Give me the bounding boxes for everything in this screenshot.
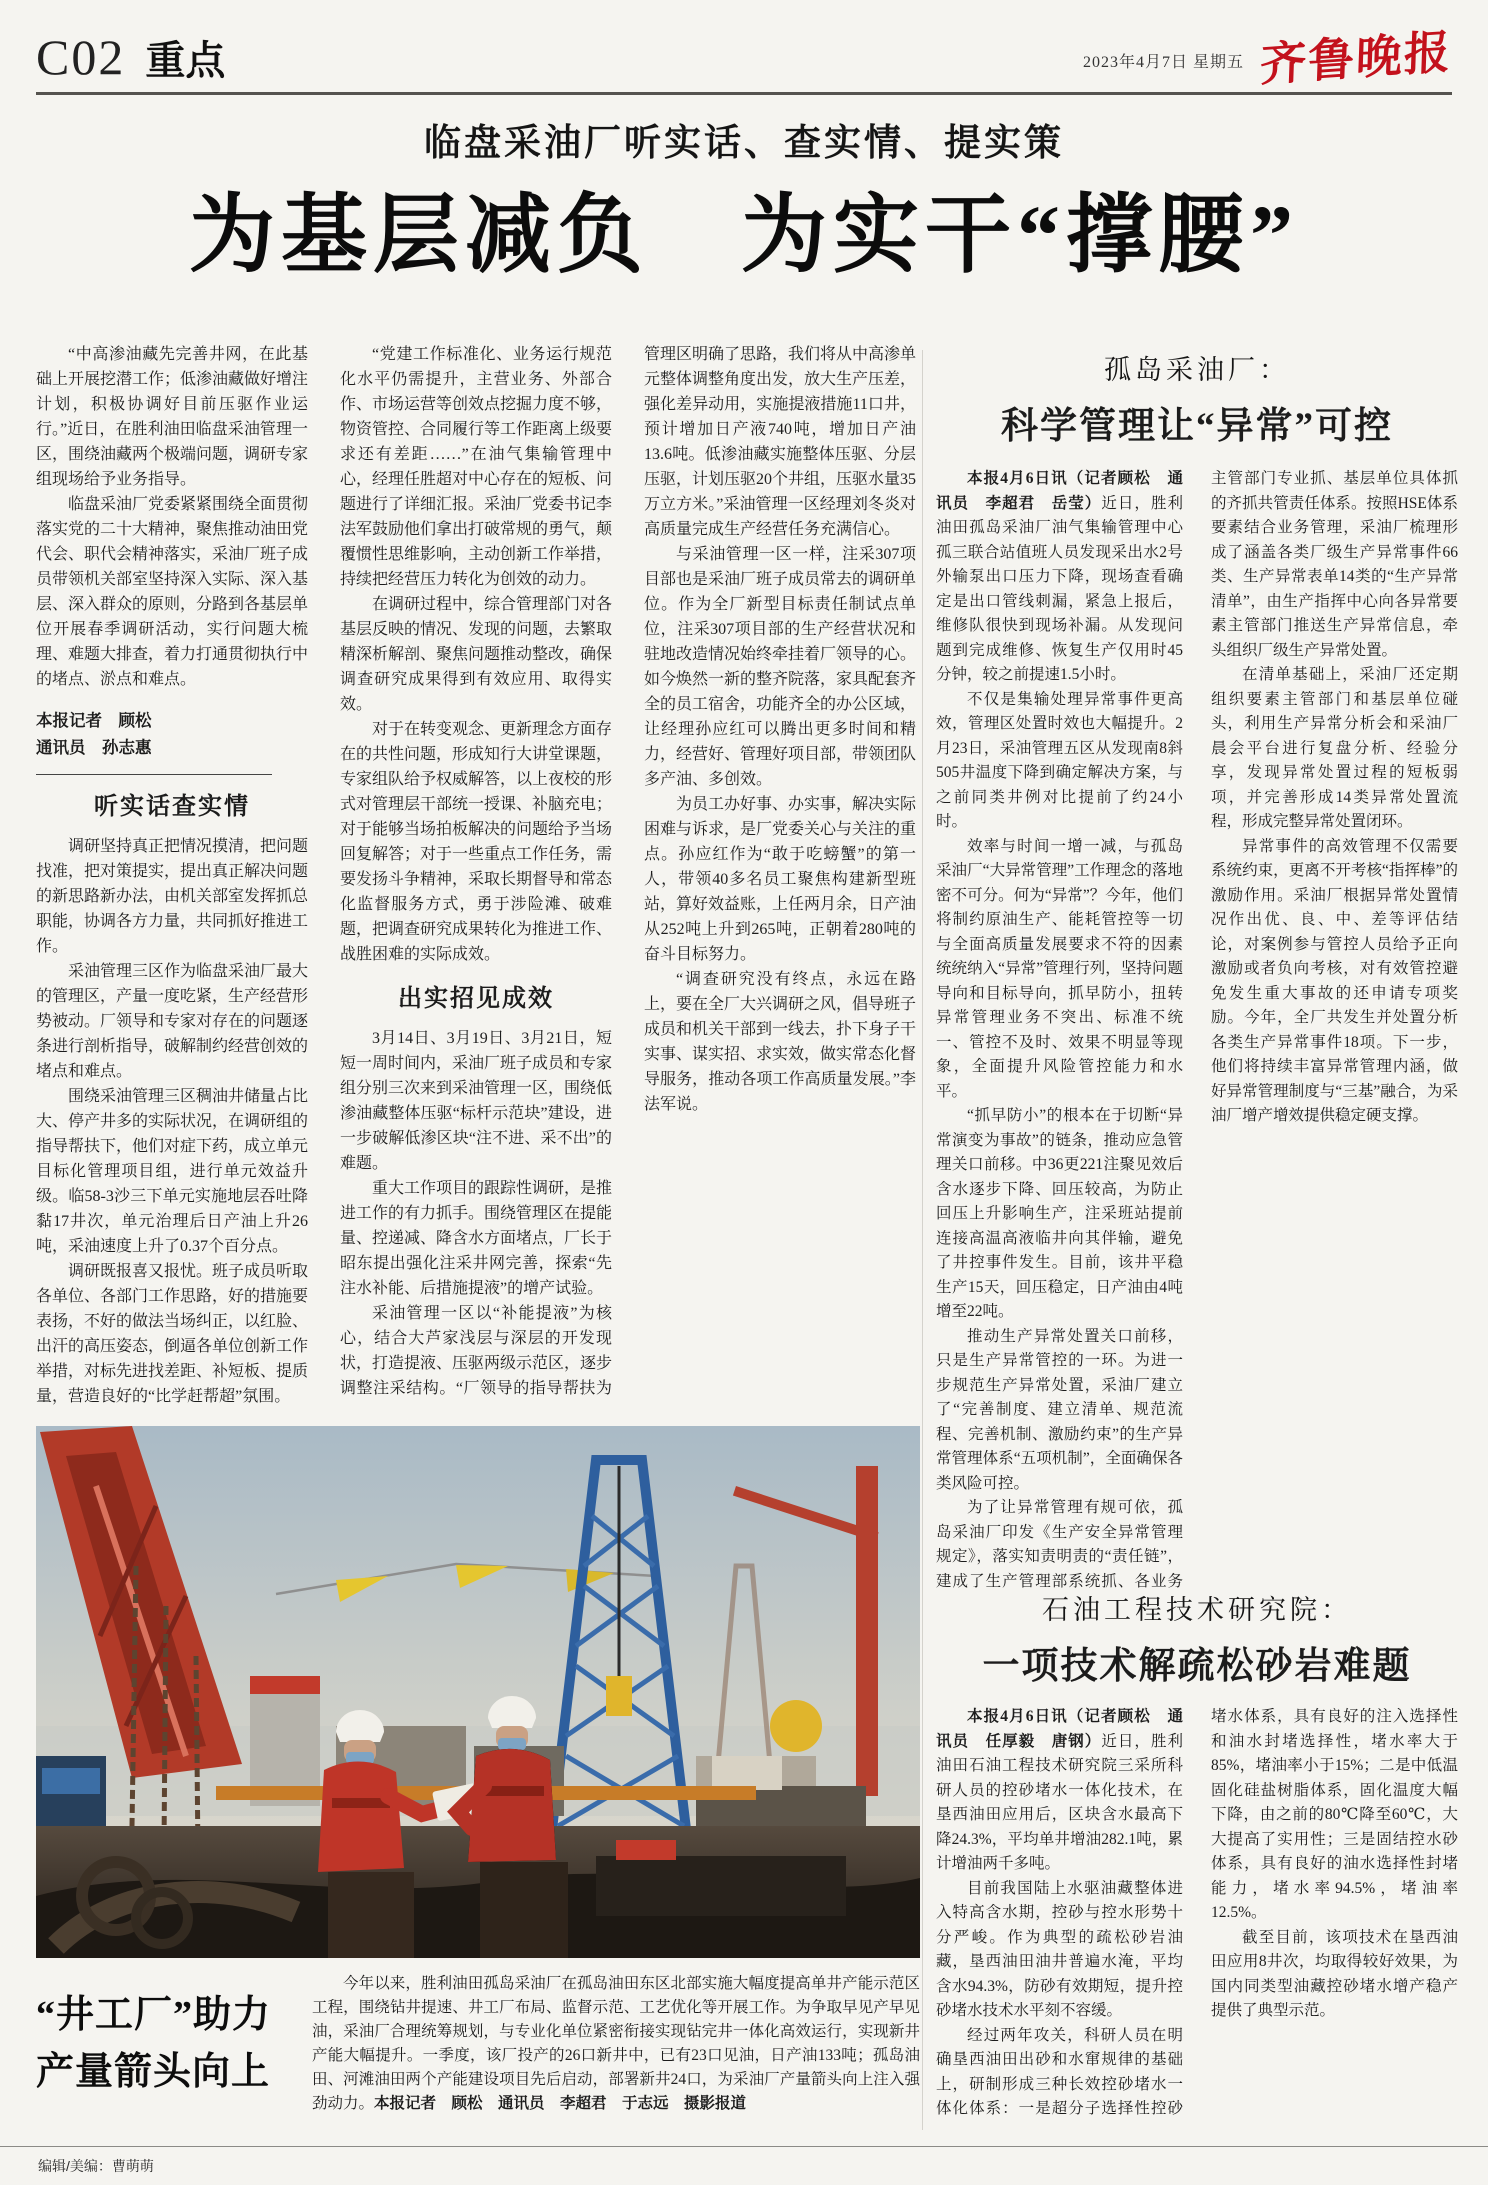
article-paragraph: 对于在转变观念、更新理念方面存在的共性问题，形成知行大讲堂课题，专家组队给予权威解答，以上夜校的形式对管理层干部统一授课、补脑充电；对于能够当场拍板解决的问题给予当场回复解答；对于一些重点工作任务，需要发扬斗争精神，采取长期督导和常态化监督服务方式，勇于涉险滩、破难题，把调查研究成果转化为推进工作、战胜困难的实际成效。 bbox=[340, 721, 613, 963]
section-label bbox=[36, 29, 226, 85]
article-paragraph: 为员工办好事、办实事，解决实际困难与诉求，是厂党委关心与关注的重点。孙应红作为“敢于吃螃蟹”的第一人，带领40多名员工聚焦构建新型班站，算好效益账，上任两月余，日产油从252吨上升到265吨，正朝着280吨的奋斗目标努力。 bbox=[644, 796, 916, 963]
region-divider bbox=[922, 350, 923, 2130]
photo-title-line1: “井工厂”助力 bbox=[36, 1994, 272, 2036]
masthead-logo: 齐鲁晚报 bbox=[1259, 26, 1453, 91]
dateline: 本报4月6日讯（记者顾松 通讯员 任厚毅 唐钢） bbox=[936, 1708, 1183, 1750]
tech-article bbox=[936, 1588, 1458, 2143]
photo-title-line2: 产量箭头向上 bbox=[36, 2051, 271, 2093]
byline-block bbox=[36, 708, 308, 760]
article-paragraph: 调研坚持真正把情况摸清，把问题找准，把对策提实，提出真正解决问题的新思路新办法，由机关部室发挥抓总职能，协调各方力量，共同抓好推进工作。 bbox=[36, 838, 309, 955]
article-body bbox=[936, 1705, 1458, 2143]
lead-kicker: 临盘采油厂听实话、查实情、提实策 bbox=[424, 123, 1064, 164]
section-name: 重点 bbox=[145, 39, 226, 83]
article-title: 科学管理让“异常”可控 bbox=[1001, 406, 1393, 447]
lead-article-flow bbox=[36, 342, 916, 1422]
subsection-heading: 出实招见成效 bbox=[398, 986, 554, 1012]
subsection-heading: 听实话查实情 bbox=[94, 794, 250, 820]
article-paragraph: 为了让异常管理有规可依，孤岛采油厂印发《生产安全异常管理规定》，落实知责明责的“责任链”，建成了生产管理部系统抓、各业务主管部门专业抓、基层单位具体抓的齐抓共管责任体系。按照HSE体系要素结合业务管理，采油厂梳理形成了涵盖各类厂级生产异常事件66类、生产异常表单14类的“生产异常清单”，由生产指挥中心向各异常要素主管部门推送生产异常信息，牵头组织厂级生产异常处置。 bbox=[936, 470, 1458, 1590]
article-paragraph: 3月14日、3月19日、3月21日，短短一周时间内，采油厂班子成员和专家组分别三次来到采油管理一区，围绕低渗油藏整体压驱“标杆示范块”建设，进一步破解低渗区块“注不进、采不出”的难题。 bbox=[340, 1030, 613, 1172]
photo-credit: 本报记者 顾松 通讯员 李超君 于志远 摄影报道 bbox=[374, 2095, 747, 2112]
article-paragraph: 本报4月6日讯（记者顾松 通讯员 李超君 岳莹）近日，胜利油田孤岛采油厂油气集输管理中心孤三联合站值班人员发现采出水2号外输泵出口压力下降，现场查看确定是出口管线刺漏，紧急上报后，维修队很快到现场补漏。从发现问题到完成维修、恢复生产仅用时45分钟，较之前提速1.5小时。 bbox=[936, 470, 1183, 683]
article-paragraph: 调研既报喜又报忧。班子成员听取各单位、各部门工作思路，好的措施要表扬，不好的做法当场纠正，以红脸、出汗的高压姿态，倒逼各单位创新工作举措，对标先进找差距、补短板、提质量，营造良好的“比学赶帮超”氛围。 bbox=[36, 1263, 309, 1405]
article-paragraph: 目前我国陆上水驱油藏整体进入特高含水期，控砂与控水形势十分严峻。作为典型的疏松砂岩油藏，垦西油田油井普遍水淹，平均含水94.3%，防砂有效期短，提升控砂堵水技术水平刻不容缓。 bbox=[936, 1879, 1183, 2019]
photo-caption-area bbox=[36, 1972, 920, 2116]
article-paragraph: 采油管理一区以“补能提液”为核心，结合大芦家浅层与深层的开发现状，打造提液、压驱两级示范区，逐步调整注采结构。“厂领导的指导帮扶为管理区明确了思路，我们将从中高渗单元整体调整角度出发，放大生产压差，强化差异动用，实施提液措施11口井，预计增加日产液740吨，增加日产油13.6吨。低渗油藏实施整体压驱、分层压驱，计划压驱20个井组，压驱水量35万立方米。”采油管理一区经理刘冬炎对高质量完成生产经营任务充满信心。 bbox=[340, 346, 916, 1397]
article-paragraph: 围绕采油管理三区稠油井储量占比大、停产井多的实际状况，在调研组的指导帮扶下，他们对症下药，成立单元目标化管理项目组，进行单元效益升级。临58-3沙三下单元实施地层吞吐降黏17井次，单元治理后日产油上升26吨，采油速度上升了0.37个百分点。 bbox=[36, 1088, 309, 1255]
lead-headline: 为基层减负 为实干“撑腰” bbox=[189, 187, 1299, 283]
article-paragraph: “中高渗油藏先完善井网，在此基础上开展挖潜工作；低渗油藏做好增注计划，积极协调好目前压驱作业运行。”近日，在胜利油田临盘采油管理一区，围绕油藏两个极端问题，调研专家组现场给予业务指导。 bbox=[36, 346, 309, 488]
article-paragraph: 经过两年攻关，科研人员在明确垦西油田出砂和水窜规律的基础上，研制形成三种长效控砂堵水一体化体系：一是超分子选择性控砂堵水体系，具有良好的注入选择性和油水封堵选择性，堵水率大于85%，堵油率小于15%；二是中低温固化硅盐树脂体系，固化温度大幅下降，由之前的80℃降至60℃，大大提高了实用性；三是固结控水砂体系，具有良好的油水选择性封堵能力，堵水率94.5%，堵油率12.5%。 bbox=[936, 1708, 1458, 2117]
article-paragraph: “党建工作标准化、业务运行规范化水平仍需提升，主营业务、外部合作、市场运营等创效点挖掘力度不够，物资管控、合同履行等工作距离上级要求还有差距……”在油气集输管理中心，经理任胜超对中心存在的短板、问题进行了详细汇报。采油厂党委书记李法军鼓励他们拿出打破常规的勇气，颠覆惯性思维影响，主动创新工作举措，持续把经营压力转化为创效的动力。 bbox=[340, 346, 613, 588]
byline-divider bbox=[36, 774, 272, 775]
article-paragraph: 效率与时间一增一减，与孤岛采油厂“大异常管理”工作理念的落地密不可分。何为“异常”？今年，他们将制约原油生产、能耗管控等一切与全面高质量发展要求不符的因素统统纳入“异常”管理行列，坚持问题导向和目标导向，抓早防小，扭转异常管理业务不突出、标准不统一、管控不及时、效果不明显等现象，全面提升风险管控能力和水平。 bbox=[936, 837, 1183, 1100]
article-paragraph: 不仅是集输处理异常事件更高效，管理区处置时效也大幅提升。2月23日，采油管理五区从发现南8斜505井温度下降到确定解决方案，与之前同类井例对比提前了约24小时。 bbox=[936, 690, 1183, 830]
news-photo bbox=[36, 1426, 920, 1958]
byline-reporter: 本报记者 顾松 bbox=[36, 711, 152, 730]
photo-caption: 今年以来，胜利油田孤岛采油厂在孤岛油田东区北部实施大幅度提高单井产能示范区工程，围绕钻井提速、井工厂布局、监督示范、工艺优化等开展工作。为争取早见产早见油，采油厂合理统筹规划，与专业化单位紧密衔接实现钻完井一体化高效运行，实现新井产能大幅提升。一季度，该厂投产的26口新井中，已有23口见油，日产油133吨；孤岛油田、河滩油田两个产能建设项目先后启动，部署新井24口，为采油厂产量箭头向上注入强劲动力。本报记者 顾松 通讯员 李超君 于志远 摄影报道 bbox=[312, 1975, 920, 2112]
page-header bbox=[36, 16, 1453, 91]
header-rule bbox=[36, 92, 1452, 95]
article-title: 一项技术解疏松砂岩难题 bbox=[982, 1646, 1412, 1687]
article-paragraph: 推动生产异常处置关口前移，只是生产异常管控的一环。为进一步规范生产异常处置，采油厂建立了“完善制度、建立清单、规范流程、完善机制、激励约束”的生产异常管理体系“五项机制”，全面确保各类风险可控。 bbox=[936, 1327, 1183, 1492]
island-article bbox=[936, 348, 1458, 1609]
lead-headline-block bbox=[36, 112, 1452, 283]
article-paragraph: 重大工作项目的跟踪性调研，是推进工作的有力抓手。围绕管理区在提能量、控递减、降含水方面堵点，厂长于昭东提出强化注采井网完善，探索“先注水补能、后措施提液”的增产试验。 bbox=[340, 1180, 613, 1297]
article-paragraph: 采油管理三区作为临盘采油厂最大的管理区，产量一度吃紧，生产经营形势被动。厂领导和专家对存在的问题逐条进行剖析指导，破解制约经营创效的堵点和难点。 bbox=[36, 963, 309, 1080]
article-paragraph: 截至目前，该项技术在垦西油田应用8井次，均取得较好效果，为国内同类型油藏控砂堵水增产稳产提供了典型示范。 bbox=[1211, 1928, 1458, 2019]
article-kicker: 石油工程技术研究院： bbox=[1042, 1595, 1352, 1625]
article-kicker: 孤岛采油厂： bbox=[1104, 355, 1290, 385]
footer-credit: 编辑/美编：曹萌萌 bbox=[38, 2158, 154, 2174]
header-right bbox=[1082, 26, 1453, 91]
article-paragraph: 临盘采油厂党委紧紧围绕全面贯彻落实党的二十大精神，聚焦推动油田党代会、职代会精神落实，采油厂班子成员带领机关部室坚持深入实际、深入基层、深入群众的原则，分路到各基层单位开展春季调研活动，实行问题大梳理、难题大排查，着力打通贯彻执行中的堵点、淤点和难点。 bbox=[36, 496, 309, 688]
issue-date: 2023年4月7日 星期五 bbox=[1082, 54, 1244, 71]
article-paragraph: “抓早防小”的根本在于切断“异常演变为事故”的链条，推动应急管理关口前移。中36更221注聚见效后含水逐步下降、回压较高，为防止回压上升影响生产，注采班站提前连接高温高液临井向其伴输，避免了井控事件发生。目前，该井平稳生产15天，回压稳定，日产油由4吨增至22吨。 bbox=[936, 1107, 1183, 1320]
article-paragraph: 与采油管理一区一样，注采307项目部也是采油厂班子成员常去的调研单位。作为全厂新型目标责任制试点单位，注采307项目部的生产经营状况和驻地改造情况始终牵挂着厂领导的心。如今焕然一新的整齐院落，家具配套齐全的员工宿舍，功能齐全的办公区域，让经理孙应红可以腾出更多时间和精力，经营好、管理好项目部，带领团队多产油、多创效。 bbox=[644, 546, 916, 788]
footer-rule bbox=[0, 2146, 1488, 2147]
dateline: 本报4月6日讯（记者顾松 通讯员 李超君 岳莹） bbox=[936, 470, 1183, 512]
article-paragraph: 本报4月6日讯（记者顾松 通讯员 任厚毅 唐钢）近日，胜利油田石油工程技术研究院三采所科研人员的控砂堵水一体化技术，在垦西油田应用后，区块含水最高下降24.3%，平均单井增油282.1吨，累计增油两千多吨。 bbox=[936, 1708, 1183, 1872]
article-paragraph: 异常事件的高效管理不仅需要系统约束，更离不开考核“指挥棒”的激励作用。采油厂根据异常处置情况作出优、良、中、差等评估结论，对案例参与管控人员给予正向激励或者负向考核，对有效管控避免发生重大事故的还申请专项奖励。今年，全厂共发生并处置分析各类生产异常事件18项。下一步，他们将持续丰富异常管理内涵，做好异常管理制度与“三基”融合，为采油厂增产增效提供稳定硬支撑。 bbox=[1211, 837, 1458, 1124]
photo-title bbox=[36, 1987, 286, 2101]
section-code: C02 bbox=[36, 29, 126, 85]
article-body bbox=[936, 467, 1458, 1609]
article-paragraph: 在清单基础上，采油厂还定期组织要素主管部门和基层单位碰头，利用生产异常分析会和采油厂晨会平台进行复盘分析、经验分享，发现异常处置过程的短板弱项，并完善形成14类异常处置流程，形成完整异常处置闭环。 bbox=[1211, 666, 1458, 830]
article-paragraph: 在调研过程中，综合管理部门对各基层反映的情况、发现的问题，去繁取精深析解剖、聚焦问题推动整改，确保调查研究成果得到有效应用、取得实效。 bbox=[340, 596, 613, 713]
article-paragraph: “调查研究没有终点，永远在路上，要在全厂大兴调研之风，倡导班子成员和机关干部到一线去，扑下身子干实事、谋实招、求实效，做实常态化督导服务，推动各项工作高质量发展。”李法军说。 bbox=[644, 971, 916, 1113]
byline-correspondent: 通讯员 孙志惠 bbox=[36, 738, 152, 757]
